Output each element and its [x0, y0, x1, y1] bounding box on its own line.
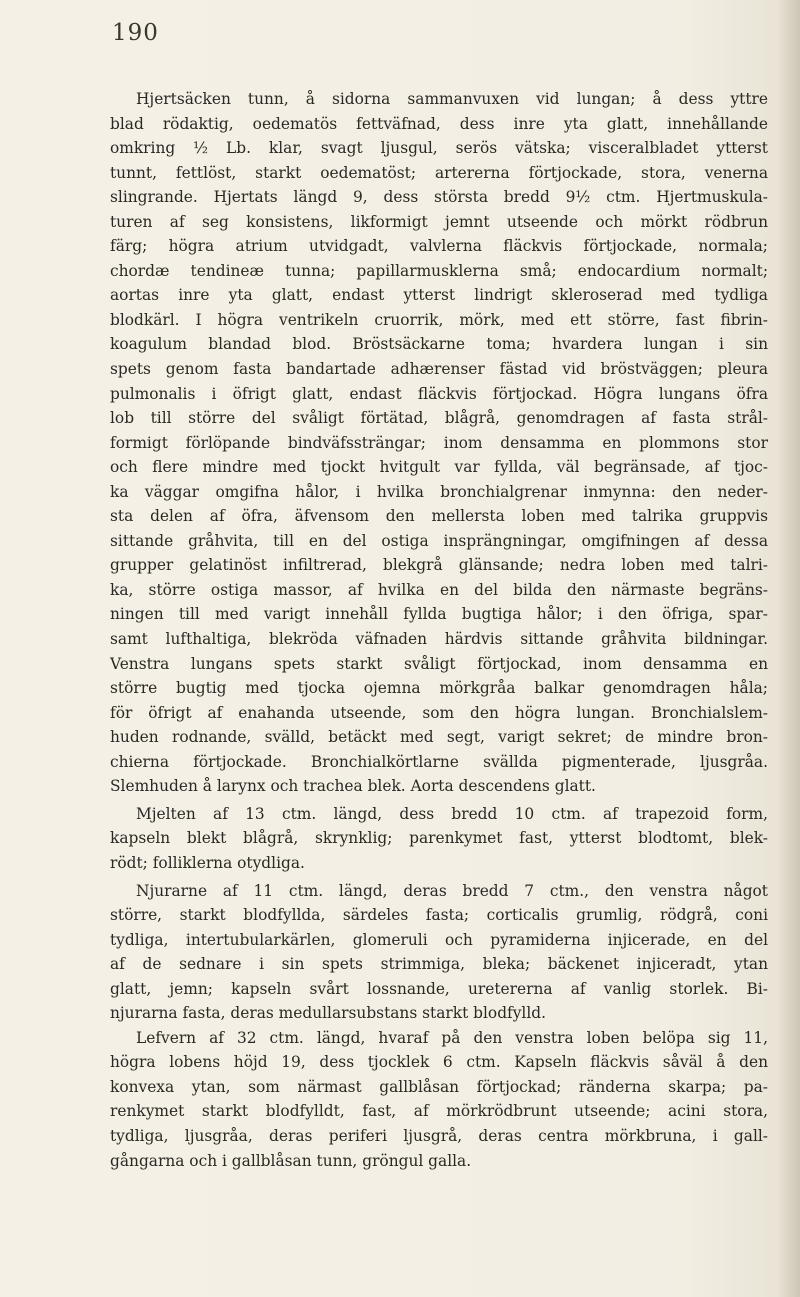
text-line: Slemhuden å larynx och trachea blek. Aorta descendens glatt.: [110, 777, 596, 796]
text-line: turen af seg konsistens, likformigt jemnt utseende och mörkt rödbrun: [110, 212, 768, 231]
paragraph-heart: [110, 87, 768, 799]
text-line: pulmonalis i öfrigt glatt, endast fläckvis förtjockad. Högra lungans öfra: [110, 384, 768, 403]
body-text: [110, 87, 768, 1173]
paragraph-liver: [110, 1026, 768, 1173]
text-line: aortas inre yta glatt, endast ytterst lindrigt skleroserad med tydliga: [110, 286, 768, 305]
text-line: grupper gelatinöst infiltrerad, blekgrå glänsande; nedra loben med talri-: [110, 556, 768, 575]
text-line: omkring ½ Lb. klar, svagt ljusgul, serös vätska; visceralbladet ytterst: [110, 139, 768, 158]
paragraph-spleen: [110, 802, 768, 876]
paragraph-kidneys: [110, 879, 768, 1026]
text-line: konvexa ytan, som närmast gallblåsan förtjockad; ränderna skarpa; pa-: [110, 1077, 768, 1096]
page-edge-shadow: [778, 0, 800, 1297]
text-line: huden rodnande, svälld, betäckt med segt, varigt sekret; de mindre bron-: [110, 728, 768, 747]
text-line: Venstra lungans spets starkt svåligt förtjockad, inom densamma en: [110, 654, 768, 673]
text-line: tunnt, fettlöst, starkt oedematöst; artererna förtjockade, stora, venerna: [110, 163, 768, 182]
text-line: ningen till med varigt innehåll fyllda bugtiga hålor; i den öfriga, spar-: [110, 605, 768, 624]
text-line: för öfrigt af enahanda utseende, som den högra lungan. Bronchialslem-: [110, 703, 768, 722]
text-line: större, starkt blodfyllda, särdeles fasta; corticalis grumlig, rödgrå, coni: [110, 906, 768, 925]
text-line: färg; högra atrium utvidgadt, valvlerna fläckvis förtjockade, normala;: [110, 237, 768, 256]
text-line: blad rödaktig, oedematös fettväfnad, dess inre yta glatt, innehållande: [110, 114, 768, 133]
text-line: tydliga, ljusgråa, deras periferi ljusgrå, deras centra mörkbruna, i gall-: [110, 1126, 768, 1145]
page-number: 190: [112, 20, 159, 46]
text-line: ka väggar omgifna hålor, i hvilka bronchialgrenar inmynna: den neder-: [110, 482, 768, 501]
text-line: ka, större ostiga massor, af hvilka en del bilda den närmaste begräns-: [110, 580, 768, 599]
text-line: tydliga, intertubularkärlen, glomeruli och pyramiderna injicerade, en del: [110, 930, 768, 949]
text-line: spets genom fasta bandartade adhærenser fästad vid bröstväggen; pleura: [110, 360, 768, 379]
text-line: Lefvern af 32 ctm. längd, hvaraf på den venstra loben belöpa sig 11,: [136, 1028, 768, 1047]
text-line: njurarna fasta, deras medullarsubstans starkt blodfylld.: [110, 1004, 547, 1023]
text-line: sta delen af öfra, äfvensom den mellersta loben med talrika gruppvis: [110, 507, 768, 526]
text-line: renkymet starkt blodfylldt, fast, af mörkrödbrunt utseende; acini stora,: [110, 1102, 768, 1121]
text-line: kapseln blekt blågrå, skrynklig; parenkymet fast, ytterst blodtomt, blek-: [110, 829, 768, 848]
text-line: sittande gråhvita, till en del ostiga insprängningar, omgifningen af dessa: [110, 531, 768, 550]
text-line: lob till större del svåligt förtätad, blågrå, genomdragen af fasta strål-: [110, 409, 768, 428]
text-line: Njurarne af 11 ctm. längd, deras bredd 7 ctm., den venstra något: [136, 881, 768, 900]
text-line: samt lufthaltiga, blekröda väfnaden härdvis sittande gråhvita bildningar.: [110, 630, 768, 649]
text-line: chordæ tendineæ tunna; papillarmusklerna små; endocardium normalt;: [110, 261, 768, 280]
text-line: slingrande. Hjertats längd 9, dess största bredd 9½ ctm. Hjertmuskula-: [110, 188, 768, 207]
text-line: blodkärl. I högra ventrikeln cruorrik, mörk, med ett större, fast fibrin-: [110, 310, 768, 329]
text-line: större bugtig med tjocka ojemna mörkgråa balkar genomdragen håla;: [110, 679, 768, 698]
text-line: rödt; folliklerna otydliga.: [110, 853, 305, 872]
text-line: gångarna och i gallblåsan tunn, gröngul galla.: [110, 1151, 472, 1170]
text-line: formigt förlöpande bindväfssträngar; inom densamma en plommons stor: [110, 433, 768, 452]
text-line: högra lobens höjd 19, dess tjocklek 6 ctm. Kapseln fläckvis såväl å den: [110, 1053, 768, 1072]
text-line: glatt, jemn; kapseln svårt lossnande, uretererna af vanlig storlek. Bi-: [110, 979, 768, 998]
text-line: Hjertsäcken tunn, å sidorna sammanvuxen vid lungan; å dess yttre: [136, 90, 768, 108]
text-line: Mjelten af 13 ctm. längd, dess bredd 10 ctm. af trapezoid form,: [136, 804, 768, 823]
text-line: af de sednare i sin spets strimmiga, bleka; bäckenet injiceradt, ytan: [110, 955, 768, 974]
text-line: koagulum blandad blod. Bröstsäckarne toma; hvardera lungan i sin: [110, 335, 768, 354]
text-line: och flere mindre med tjockt hvitgult var fyllda, väl begränsade, af tjoc-: [110, 458, 768, 477]
text-line: chierna förtjockade. Bronchialkörtlarne svällda pigmenterade, ljusgråa.: [110, 752, 768, 771]
